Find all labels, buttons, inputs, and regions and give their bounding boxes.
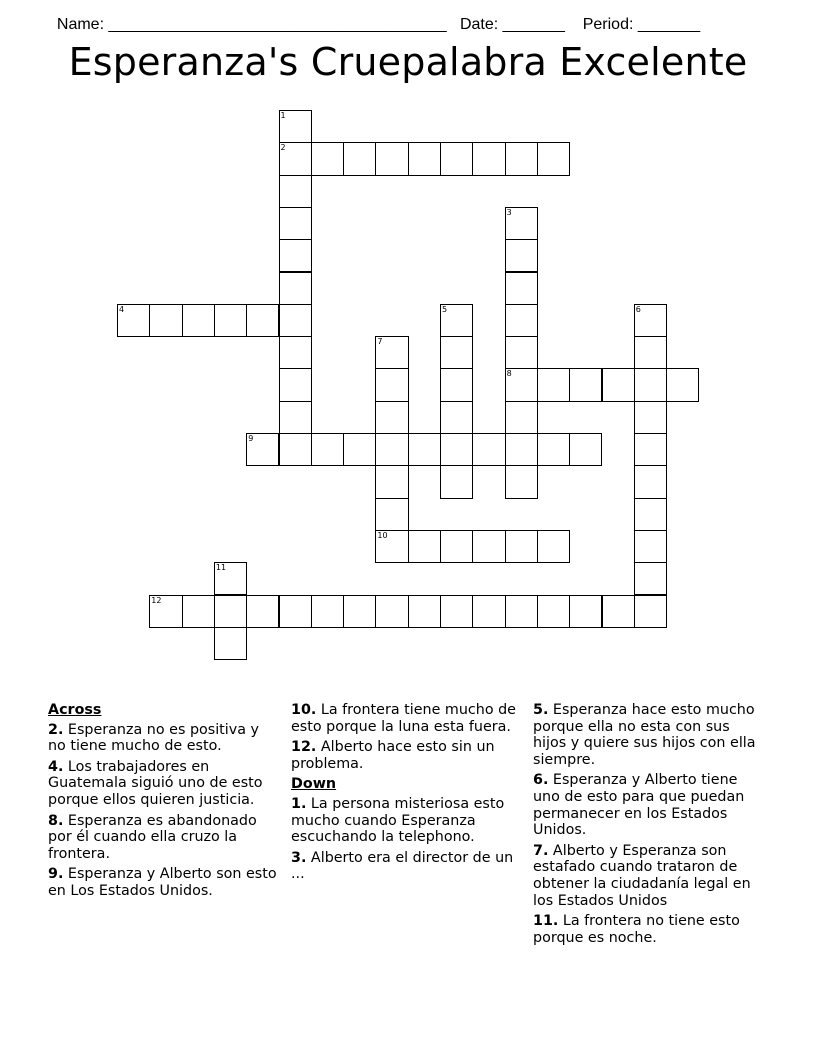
grid-cell[interactable] (634, 498, 667, 531)
clue-column-2 (291, 702, 523, 887)
across-heading: Across (48, 702, 102, 718)
cell-number: 5 (442, 304, 448, 314)
grid-cell[interactable] (634, 562, 667, 595)
clue-text: Esperanza y Alberto son esto en Los Estados Unidos. (48, 866, 277, 899)
grid-cell[interactable] (505, 207, 538, 240)
grid-cell[interactable] (311, 142, 344, 175)
grid-cell[interactable] (440, 304, 473, 337)
date-field-label: Date: _______ (459, 16, 565, 33)
clue-text: Esperanza es abandonado por él cuando ella cruzo la frontera. (48, 812, 257, 862)
grid-cell[interactable] (634, 401, 667, 434)
grid-cell[interactable] (537, 530, 570, 563)
clue-column-1 (48, 702, 280, 904)
grid-cell[interactable] (440, 595, 473, 628)
grid-cell[interactable] (279, 595, 312, 628)
grid-cell[interactable] (279, 368, 312, 401)
grid-cell[interactable] (634, 595, 667, 628)
clue-across-4 (48, 759, 280, 809)
clue-text: Esperanza no es positiva y no tiene mucho de esto. (48, 721, 259, 755)
cell-number: 8 (506, 369, 512, 379)
clue-across-12 (291, 739, 523, 772)
grid-cell[interactable] (440, 368, 473, 401)
clue-column-3 (533, 702, 765, 950)
clue-text: Esperanza y Alberto tiene uno de esto para que puedan permanecer en los Estados Unidos. (533, 772, 745, 839)
cell-number: 3 (506, 207, 512, 217)
grid-cell[interactable] (117, 304, 150, 337)
grid-cell[interactable] (246, 304, 279, 337)
cell-number: 12 (151, 595, 162, 605)
grid-cell[interactable] (505, 336, 538, 369)
grid-cell[interactable] (602, 368, 635, 401)
grid-cell[interactable] (472, 530, 505, 563)
clue-across-2 (48, 722, 280, 755)
grid-cell[interactable] (214, 595, 247, 628)
clue-text: Alberto y Esperanza son estafado cuando trataron de obtener la ciudadanía legal en los Estados Unidos (533, 842, 751, 909)
grid-cell[interactable] (505, 304, 538, 337)
clue-across-8 (48, 813, 280, 863)
cell-number: 2 (280, 143, 286, 153)
clue-text: La frontera tiene mucho de esto porque la luna esta fuera. (291, 702, 516, 735)
grid-cell[interactable] (279, 304, 312, 337)
grid-cell[interactable] (505, 433, 538, 466)
grid-cell[interactable] (279, 175, 312, 208)
grid-cell[interactable] (149, 304, 182, 337)
grid-cell[interactable] (505, 272, 538, 305)
grid-cell[interactable] (375, 368, 408, 401)
clue-number: 4. (48, 758, 64, 775)
grid-cell[interactable] (505, 401, 538, 434)
cell-number: 6 (635, 304, 641, 314)
clue-down-6 (533, 772, 765, 838)
grid-cell[interactable] (472, 142, 505, 175)
grid-cell[interactable] (537, 142, 570, 175)
grid-cell[interactable] (666, 368, 699, 401)
grid-cell[interactable] (375, 336, 408, 369)
clue-text: La frontera no tiene esto porque es noche. (533, 913, 740, 946)
grid-cell[interactable] (279, 239, 312, 272)
clue-text: Los trabajadores en Guatemala siguió uno de esto porque ellos quieren justicia. (48, 758, 263, 808)
cell-number: 10 (377, 530, 388, 540)
grid-cell[interactable] (440, 433, 473, 466)
cell-number: 1 (280, 111, 286, 120)
grid-cell[interactable] (311, 433, 344, 466)
clue-number: 8. (48, 812, 64, 829)
clue-number: 7. (533, 842, 549, 859)
grid-cell[interactable] (505, 142, 538, 175)
grid-cell[interactable] (569, 368, 602, 401)
grid-cell[interactable] (375, 595, 408, 628)
grid-cell[interactable] (408, 142, 441, 175)
clue-text: La persona misteriosa esto mucho cuando Esperanza escuchando la telephono. (291, 795, 505, 846)
grid-cell[interactable] (505, 368, 538, 401)
period-field-label: Period: _______ (582, 16, 701, 33)
grid-cell[interactable] (214, 304, 247, 337)
grid-cell[interactable] (375, 530, 408, 563)
clue-number: 10. (291, 702, 317, 718)
clue-down-3 (291, 850, 523, 883)
grid-cell[interactable] (375, 401, 408, 434)
grid-cell[interactable] (634, 530, 667, 563)
cell-number: 7 (377, 337, 383, 347)
cell-number: 4 (119, 304, 125, 314)
grid-cell[interactable] (569, 595, 602, 628)
grid-cell[interactable] (279, 110, 312, 143)
grid-cell[interactable] (537, 368, 570, 401)
grid-cell[interactable] (375, 433, 408, 466)
grid-cell[interactable] (279, 433, 312, 466)
grid-cell[interactable] (440, 465, 473, 498)
grid-cell[interactable] (375, 142, 408, 175)
grid-cell[interactable] (602, 595, 635, 628)
clue-number: 11. (533, 913, 559, 930)
grid-cell[interactable] (440, 401, 473, 434)
grid-cell[interactable] (634, 465, 667, 498)
grid-cell[interactable] (634, 368, 667, 401)
grid-cell[interactable] (375, 498, 408, 531)
grid-cell[interactable] (214, 562, 247, 595)
down-heading: Down (291, 776, 337, 793)
grid-cell[interactable] (149, 595, 182, 628)
grid-cell[interactable] (537, 595, 570, 628)
clue-number: 6. (533, 772, 549, 789)
clue-number: 5. (533, 702, 549, 718)
grid-cell[interactable] (440, 142, 473, 175)
grid-cell[interactable] (505, 239, 538, 272)
grid-cell[interactable] (569, 433, 602, 466)
cell-number: 11 (215, 563, 227, 573)
clue-number: 1. (291, 795, 307, 812)
clue-text: Alberto era el director de un ... (291, 849, 514, 883)
grid-cell[interactable] (343, 142, 376, 175)
grid-cell[interactable] (440, 336, 473, 369)
clue-number: 9. (48, 866, 64, 883)
grid-cell[interactable] (634, 304, 667, 337)
name-field-label: Name: ______________________________________ (56, 16, 447, 33)
grid-cell[interactable] (279, 272, 312, 305)
grid-cell[interactable] (182, 304, 215, 337)
grid-cell[interactable] (214, 627, 247, 660)
clue-across-10 (291, 702, 523, 735)
grid-cell[interactable] (505, 595, 538, 628)
clue-number: 12. (291, 739, 317, 756)
grid-cell[interactable] (408, 433, 441, 466)
clue-text: Esperanza hace esto mucho porque ella no esta con sus hijos y quiere sus hijos con ella siempre. (533, 702, 756, 768)
clue-number: 3. (291, 849, 307, 866)
clue-down-1 (291, 796, 523, 846)
grid-cell[interactable] (246, 595, 279, 628)
clue-text: Alberto hace esto sin un problema. (291, 739, 495, 772)
grid-cell[interactable] (472, 595, 505, 628)
grid-cell[interactable] (343, 433, 376, 466)
grid-cell[interactable] (375, 465, 408, 498)
clue-down-11 (533, 913, 765, 946)
grid-cell[interactable] (311, 595, 344, 628)
grid-cell[interactable] (279, 207, 312, 240)
grid-cell[interactable] (505, 465, 538, 498)
grid-cell[interactable] (505, 530, 538, 563)
clue-down-7 (533, 843, 765, 909)
grid-cell[interactable] (246, 433, 279, 466)
grid-cell[interactable] (634, 336, 667, 369)
grid-cell[interactable] (408, 595, 441, 628)
grid-cell[interactable] (279, 401, 312, 434)
grid-cell[interactable] (343, 595, 376, 628)
cell-number: 9 (248, 434, 254, 443)
grid-cell[interactable] (182, 595, 215, 628)
grid-cell[interactable] (472, 433, 505, 466)
grid-cell[interactable] (408, 530, 441, 563)
grid-cell[interactable] (279, 336, 312, 369)
clue-number: 2. (48, 721, 64, 738)
grid-cell[interactable] (634, 433, 667, 466)
grid-cell[interactable] (537, 433, 570, 466)
puzzle-title: Esperanza's Cruepalabra Excelente (68, 40, 748, 84)
clue-across-9 (48, 866, 280, 899)
grid-cell[interactable] (279, 142, 312, 175)
clue-down-5 (533, 702, 765, 768)
grid-cell[interactable] (440, 530, 473, 563)
